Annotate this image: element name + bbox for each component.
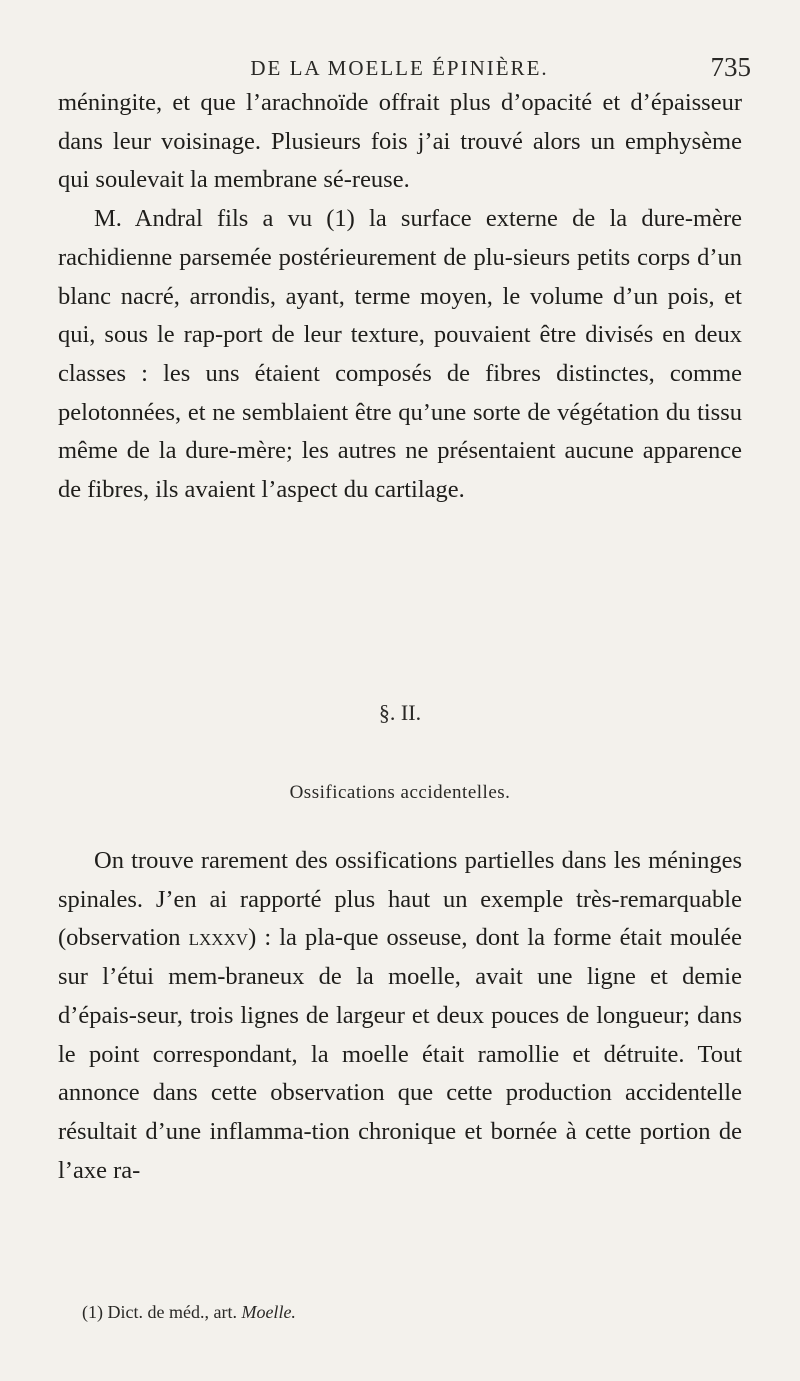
paragraph-text-a: On trouve rarement des ossifications partielles dans les méninges spinales. J’en ai rapporté plus haut un exemple très-remarquable (observation: [58, 847, 742, 952]
observation-roman-numeral: lxxxv: [188, 924, 249, 952]
page-number: 735: [710, 52, 751, 82]
running-title: DE LA MOELLE ÉPINIÈRE.: [250, 56, 549, 80]
paragraph-andral: M. Andral fils a vu (1) la surface externe de la dure-mère rachidienne parsemée postérieurement de plu-sieurs petits corps d’un blanc nacré, arrondis, ayant, terme moyen, le volume d’un pois, et qui, sous le rap-port de leur texture, pouvaient être divisés en deux classes : les uns étaient composés de fibres distinctes, comme pelotonnées, et ne semblaient être qu’une sorte de végétation du tissu même de la dure-mère; les autres ne présentaient aucune apparence de fibres, ils avaient l’aspect du cartilage.: [58, 205, 742, 504]
paragraph-text-b: ) : la pla-que osseuse, dont la forme était moulée sur l’étui mem-braneux de la moelle, avait une ligne et demie d’épais-seur, trois lignes de largeur et deux pouces de longueur; dans le point correspondant, la moelle était ramollie et détruite. Tout annonce dans cette observation que cette production accidentelle résultait d’une inflamma-tion chronique et bornée à cette portion de l’axe ra-: [58, 924, 742, 1184]
footnote: [82, 1302, 742, 1323]
paragraph-ossifications: [58, 842, 742, 1190]
text-block-bottom: [58, 842, 742, 1190]
running-head: [58, 52, 751, 86]
section-title: Ossifications accidentelles.: [289, 782, 511, 803]
footnote-italic: Moelle.: [241, 1302, 296, 1322]
paragraph-continuation: méningite, et que l’arachnoïde offrait plus d’opacité et d’épaisseur dans leur voisinage. Plusieurs fois j’ai trouvé alors un emphysème qui soulevait la membrane sé-reuse.: [58, 89, 742, 194]
text-block-top: [58, 84, 742, 510]
section-mark: §. II.: [378, 700, 422, 725]
footnote-text: (1) Dict. de méd., art.: [82, 1302, 237, 1322]
